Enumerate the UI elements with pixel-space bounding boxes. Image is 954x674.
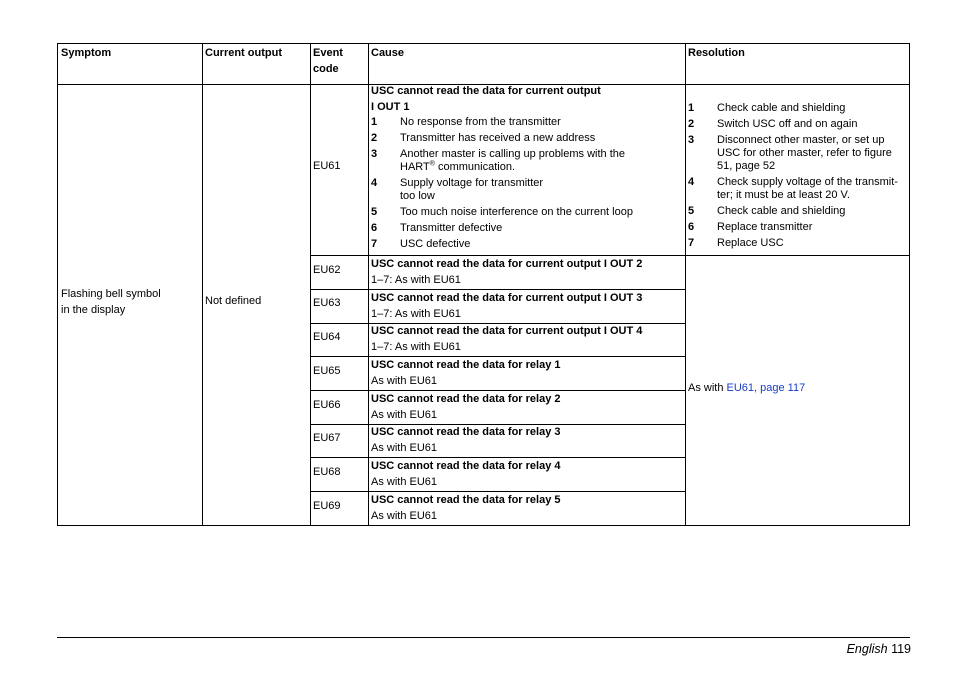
resolution-text (717, 134, 892, 173)
event-cause (371, 323, 642, 355)
cause-text (400, 148, 625, 174)
event-cause-title: USC cannot read the data for relay 1 (371, 359, 561, 371)
event-cause-title: USC cannot read the data for current output I OUT 3 (371, 292, 643, 304)
current-output-cell: Not defined (205, 295, 262, 307)
event-cause-title: USC cannot read the data for relay 3 (371, 426, 561, 438)
event-code: EU66 (313, 399, 341, 411)
eu61-cause-title (371, 83, 601, 115)
event-cause-note: As with EU61 (371, 476, 438, 488)
resolution-text-line: 51, page 52 (717, 160, 776, 172)
cause-text (400, 177, 543, 203)
cause-text-line: Supply voltage for transmitter (400, 177, 544, 189)
event-cause-note: 1–7: As with EU61 (371, 308, 461, 320)
event-cause (371, 458, 561, 490)
event-cause (371, 256, 642, 288)
event-cause-title: USC cannot read the data for relay 2 (371, 393, 561, 405)
event-cause-note: As with EU61 (371, 409, 438, 421)
resolution-text-line: USC for other master, refer to figure (717, 147, 892, 159)
resolution-text: Switch USC off and on again (717, 118, 858, 130)
resolution-text: Replace USC (717, 237, 784, 249)
cause-text: Transmitter defective (400, 222, 503, 234)
symptom-line2: in the display (61, 304, 126, 316)
eu61-title-line2: I OUT 1 (371, 101, 410, 113)
header-current-output: Current output (205, 47, 282, 59)
event-code: EU62 (313, 264, 341, 276)
cause-number: 3 (371, 148, 378, 160)
resolution-number: 4 (688, 176, 695, 188)
troubleshooting-table (57, 43, 910, 526)
header-symptom: Symptom (61, 47, 112, 59)
resolution-number: 1 (688, 102, 695, 114)
resolution-text-line: ter; it must be at least 20 V. (717, 189, 850, 201)
resolution-number: 7 (688, 237, 695, 249)
event-cause-note: As with EU61 (371, 510, 438, 522)
cause-text: USC defective (400, 238, 471, 250)
page-number: 119 (891, 642, 911, 656)
column-divider (368, 43, 369, 526)
header-cause: Cause (371, 47, 405, 59)
cause-number: 4 (371, 177, 378, 189)
event-cause (371, 424, 561, 456)
event-code: EU63 (313, 297, 341, 309)
column-divider (202, 43, 203, 526)
cause-text-line: Another master is calling up problems with the (400, 148, 625, 160)
event-code-eu61: EU61 (313, 160, 341, 172)
cause-text-line (400, 161, 625, 174)
event-code: EU67 (313, 432, 341, 444)
cause-number: 5 (371, 206, 378, 218)
column-divider (685, 43, 686, 526)
resolution-number: 2 (688, 118, 695, 130)
eu61-page-link[interactable]: EU61, page 117 (726, 382, 806, 394)
event-cause-title: USC cannot read the data for current output I OUT 4 (371, 325, 643, 337)
event-cause-note: As with EU61 (371, 375, 438, 387)
resolution-text-line: Disconnect other master, or set up (717, 134, 885, 146)
hart-text: HART (400, 161, 430, 173)
header-event-code-line1: Event (313, 47, 343, 59)
event-cause (371, 492, 561, 524)
footer-language: English (846, 642, 888, 656)
event-code: EU64 (313, 331, 341, 343)
event-cause-note: As with EU61 (371, 442, 438, 454)
header-event-code (313, 45, 343, 77)
event-cause (371, 391, 561, 423)
resolution-text: Check cable and shielding (717, 205, 846, 217)
eu61-title-line1: USC cannot read the data for current output (371, 85, 601, 97)
event-cause-title: USC cannot read the data for relay 4 (371, 460, 561, 472)
resolution-number: 5 (688, 205, 695, 217)
event-cause-title: USC cannot read the data for current output I OUT 2 (371, 258, 643, 270)
cause-text-rest: communication. (434, 161, 516, 173)
resolution-number: 3 (688, 134, 695, 146)
header-event-code-line2: code (313, 63, 339, 75)
resolution-prefix: As with (688, 382, 727, 394)
cause-number: 6 (371, 222, 378, 234)
cause-text: Transmitter has received a new address (400, 132, 596, 144)
cause-text: No response from the transmitter (400, 116, 561, 128)
resolution-text: Replace transmitter (717, 221, 813, 233)
event-cause-title: USC cannot read the data for relay 5 (371, 494, 561, 506)
cause-text: Too much noise interference on the current loop (400, 206, 633, 218)
cause-number: 2 (371, 132, 378, 144)
event-code: EU69 (313, 500, 341, 512)
resolution-other (688, 382, 805, 395)
registered-mark: ® (429, 160, 435, 168)
resolution-text (717, 176, 898, 202)
cause-number: 1 (371, 116, 378, 128)
cause-number: 7 (371, 238, 378, 250)
event-code: EU68 (313, 466, 341, 478)
event-cause-note: 1–7: As with EU61 (371, 341, 461, 353)
symptom-cell (61, 286, 161, 318)
resolution-text: Check cable and shielding (717, 102, 846, 114)
footer-rule (57, 637, 910, 638)
event-cause-note: 1–7: As with EU61 (371, 274, 461, 286)
resolution-text-line: Check supply voltage of the transmit- (717, 176, 898, 188)
cause-text-line: too low (400, 190, 435, 202)
column-divider (310, 43, 311, 526)
resolution-number: 6 (688, 221, 695, 233)
page-footer (847, 642, 911, 656)
event-cause (371, 357, 561, 389)
symptom-line1: Flashing bell symbol (61, 288, 161, 300)
event-code: EU65 (313, 365, 341, 377)
header-resolution: Resolution (688, 47, 745, 59)
event-cause (371, 290, 642, 322)
